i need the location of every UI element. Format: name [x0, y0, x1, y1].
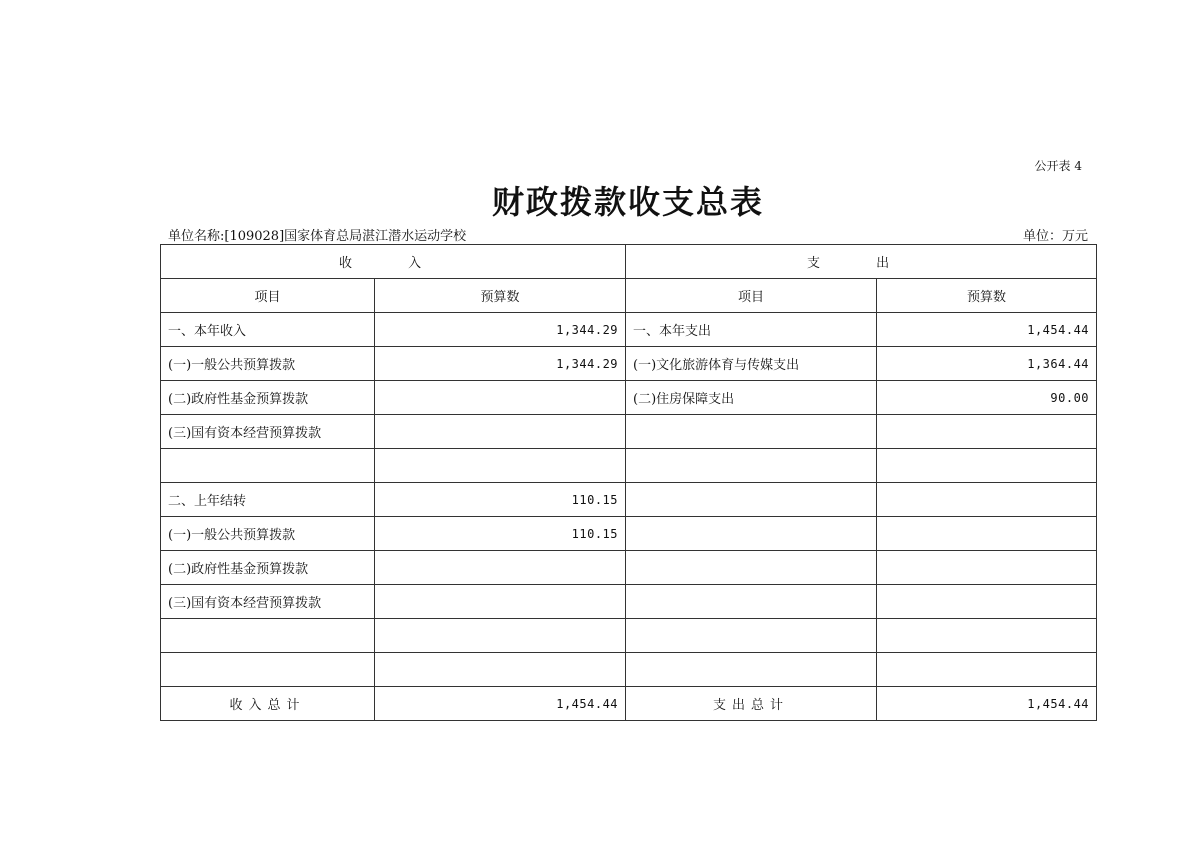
expenditure-item-cell — [626, 585, 877, 619]
income-item-cell: 一、本年收入 — [161, 313, 375, 347]
income-group-header: 收 入 — [161, 245, 626, 279]
income-item-cell: (一)一般公共预算拨款 — [161, 347, 375, 381]
income-amount-cell: 1,344.29 — [375, 347, 626, 381]
expenditure-total-amount: 1,454.44 — [877, 687, 1097, 721]
income-amount-cell — [375, 653, 626, 687]
expenditure-amount-cell: 1,364.44 — [877, 347, 1097, 381]
currency-unit: 单位：万元 — [1022, 229, 1088, 244]
income-item-header: 项目 — [161, 279, 375, 313]
table-row — [161, 415, 1097, 449]
expenditure-item-cell — [626, 483, 877, 517]
table-row — [161, 449, 1097, 483]
budget-table-body — [161, 245, 1097, 721]
income-item-cell: (二)政府性基金预算拨款 — [161, 381, 375, 415]
income-amount-cell — [375, 619, 626, 653]
income-amount-cell: 110.15 — [375, 517, 626, 551]
unit-name: 单位名称:[109028]国家体育总局湛江潜水运动学校 — [168, 229, 467, 244]
expenditure-amount-cell — [877, 517, 1097, 551]
income-amount-header: 预算数 — [375, 279, 626, 313]
expenditure-item-header: 项目 — [626, 279, 877, 313]
income-amount-cell: 1,344.29 — [375, 313, 626, 347]
expenditure-amount-cell: 1,454.44 — [877, 313, 1097, 347]
expenditure-amount-cell — [877, 653, 1097, 687]
expenditure-item-cell — [626, 653, 877, 687]
expenditure-item-cell: (一)文化旅游体育与传媒支出 — [626, 347, 877, 381]
income-amount-cell — [375, 449, 626, 483]
expenditure-amount-cell — [877, 585, 1097, 619]
totals-row — [161, 687, 1097, 721]
income-item-cell — [161, 449, 375, 483]
page-title: 财政拨款收支总表 — [491, 183, 764, 221]
expenditure-amount-cell — [877, 619, 1097, 653]
table-row — [161, 313, 1097, 347]
table-row — [161, 551, 1097, 585]
expenditure-amount-cell — [877, 551, 1097, 585]
income-item-cell — [161, 653, 375, 687]
expenditure-item-cell — [626, 449, 877, 483]
table-row — [161, 653, 1097, 687]
income-item-cell: (三)国有资本经营预算拨款 — [161, 415, 375, 449]
form-number: 公开表 4 — [1034, 159, 1082, 173]
income-amount-cell — [375, 381, 626, 415]
table-row — [161, 347, 1097, 381]
expenditure-item-cell — [626, 517, 877, 551]
column-header-row — [161, 279, 1097, 313]
table-row — [161, 619, 1097, 653]
income-item-cell: (三)国有资本经营预算拨款 — [161, 585, 375, 619]
expenditure-amount-header: 预算数 — [877, 279, 1097, 313]
expenditure-item-cell — [626, 619, 877, 653]
expenditure-total-label: 支出总计 — [626, 687, 877, 721]
expenditure-amount-cell: 90.00 — [877, 381, 1097, 415]
expenditure-item-cell: (二)住房保障支出 — [626, 381, 877, 415]
table-row — [161, 585, 1097, 619]
income-total-label: 收入总计 — [161, 687, 375, 721]
income-item-cell: 二、上年结转 — [161, 483, 375, 517]
income-amount-cell: 110.15 — [375, 483, 626, 517]
expenditure-group-header: 支 出 — [626, 245, 1097, 279]
table-row — [161, 381, 1097, 415]
income-amount-cell — [375, 551, 626, 585]
income-item-cell: (二)政府性基金预算拨款 — [161, 551, 375, 585]
expenditure-amount-cell — [877, 483, 1097, 517]
table-row — [161, 517, 1097, 551]
expenditure-item-cell — [626, 551, 877, 585]
income-amount-cell — [375, 415, 626, 449]
group-header-row — [161, 245, 1097, 279]
table-row — [161, 483, 1097, 517]
expenditure-item-cell — [626, 415, 877, 449]
budget-table — [160, 244, 1097, 721]
income-item-cell: (一)一般公共预算拨款 — [161, 517, 375, 551]
expenditure-amount-cell — [877, 415, 1097, 449]
expenditure-amount-cell — [877, 449, 1097, 483]
expenditure-item-cell: 一、本年支出 — [626, 313, 877, 347]
income-total-amount: 1,454.44 — [375, 687, 626, 721]
income-item-cell — [161, 619, 375, 653]
income-amount-cell — [375, 585, 626, 619]
